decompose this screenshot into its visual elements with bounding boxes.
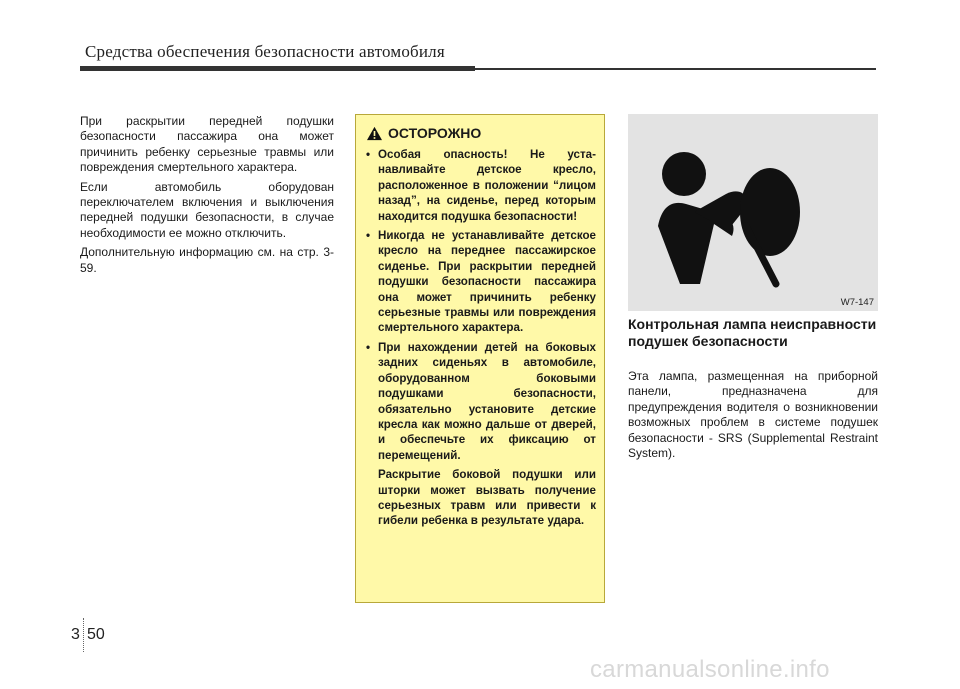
bullet: • — [366, 340, 371, 354]
warning-item — [366, 147, 596, 224]
warning-title: ОСТОРОЖНО — [388, 125, 482, 141]
warning-list — [366, 147, 596, 529]
bullet: • — [366, 229, 371, 243]
warning-extra-text: Раскрытие боковой подушки или шторки может вызвать получение серьезных травм или привести к гибели ребенка в результате удара. — [378, 468, 596, 528]
header-rule-thick — [80, 66, 475, 71]
left-paragraph: Если автомобиль оборудован переключателем включения и выключения передней подушки безопасности, в случае необходимости ее можно отключить. — [80, 179, 334, 240]
left-paragraph: Дополнительную информацию см. на стр. 3-59. — [80, 245, 334, 275]
header-title: Средства обеспечения безопасности автомобиля — [85, 42, 445, 61]
warning-box — [355, 114, 605, 603]
header-rule — [80, 66, 876, 71]
left-paragraph: При раскрытии передней подушки безопасности пассажира она может причинить ребенку серьезные травмы или повреждения смертельного характера. — [80, 114, 334, 175]
page-number: 50 — [87, 626, 105, 643]
airbag-warning-icon — [628, 114, 878, 311]
warning-item-text: Особая опасность! Не уста-навливайте детское кресло, расположенное в положении “лицом назад”, на сиденье, перед которым находится подушка безопасности! — [378, 148, 596, 223]
footer-separator — [83, 618, 84, 652]
header-rule-thin — [475, 68, 876, 70]
bullet: • — [366, 148, 371, 161]
warning-item — [366, 340, 596, 529]
airbag-figure — [628, 114, 878, 311]
warning-item-text: Никогда не устанавливайте детское кресло на переднее пассажирское сиденье. При раскрытии передней подушки безопасности пассажира она может причинить ребенку серьезные травмы или повреждения смертельного характера. — [378, 229, 596, 335]
chapter-number: 3 — [71, 626, 80, 643]
warning-item — [366, 228, 596, 336]
left-column — [80, 114, 334, 280]
figure-code: W7-147 — [840, 297, 874, 308]
section-title: Контрольная лампа неисправности подушек безопасности — [628, 316, 877, 349]
warning-header — [366, 125, 596, 141]
watermark: carmanualsonline.info — [590, 656, 830, 683]
section-body: Эта лампа, размещенная на приборной панели, предназначена для предупреждения водителя о возникновении возможных проблем в системе подушек безопасности - SRS (Supplemental Restraint System). — [628, 369, 878, 461]
warning-triangle-icon — [366, 126, 383, 141]
warning-item-text: При нахождении детей на боковых задних сиденьях в автомобиле, оборудованном боковыми подушками безопасности, обязательно установите детские кресла как можно дальше от дверей, и обеспечьте их фиксацию от перемещений. — [378, 340, 596, 462]
